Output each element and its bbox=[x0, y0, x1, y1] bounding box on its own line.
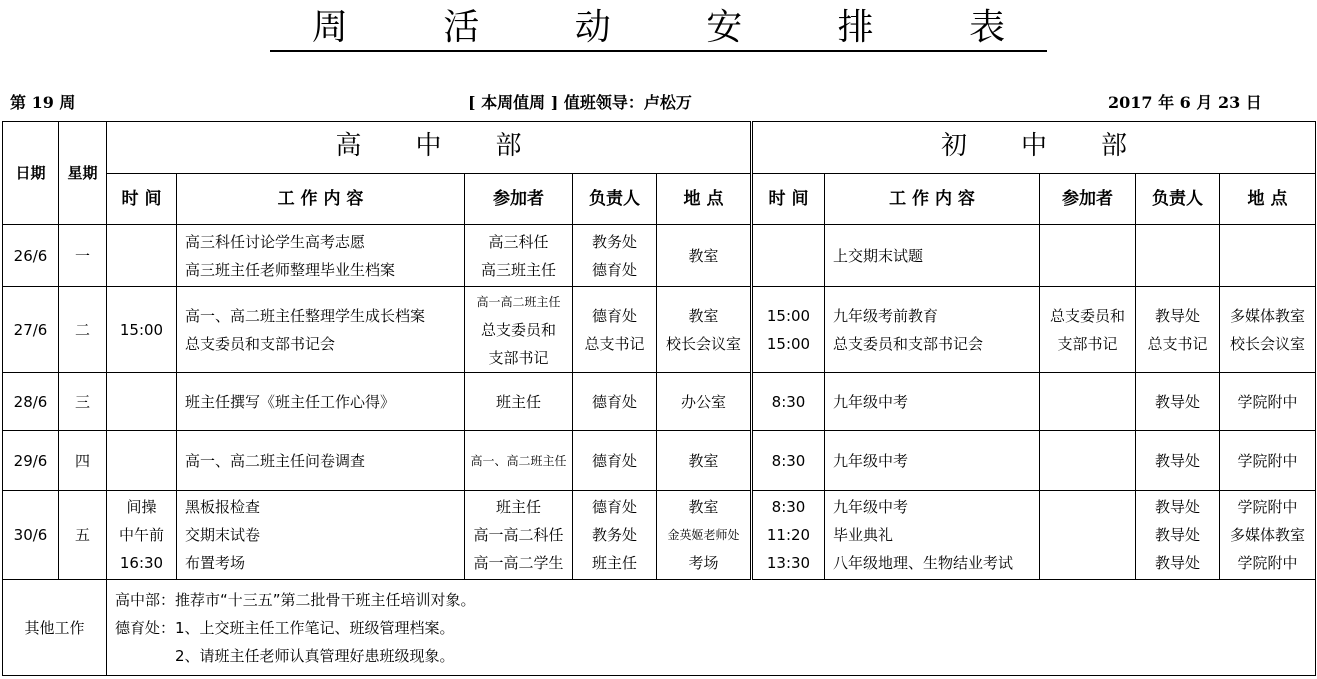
weekday-cell: 一 bbox=[59, 225, 107, 287]
cell-line: 高三班主任 bbox=[480, 260, 556, 279]
j-time-cell bbox=[752, 491, 825, 580]
cell-line: 学院附中 bbox=[1237, 451, 1298, 470]
j-responsible-cell bbox=[1136, 431, 1220, 491]
j-content-cell bbox=[825, 373, 1040, 431]
j-place-cell bbox=[1220, 287, 1316, 373]
cell-line: 德育处 bbox=[591, 392, 637, 411]
date-cell: 29/6 bbox=[3, 431, 59, 491]
cell-line: 九年级中考 bbox=[833, 498, 909, 516]
cell-line: 德育处 bbox=[591, 451, 637, 470]
cell-line: 总支书记 bbox=[1147, 334, 1208, 353]
s-content-cell bbox=[177, 287, 465, 373]
cell-line: 德育处 bbox=[591, 306, 637, 325]
s-responsible-cell bbox=[573, 373, 657, 431]
cell-line: 上交期末试题 bbox=[833, 246, 924, 265]
weekday-cell: 二 bbox=[59, 287, 107, 373]
duty-leader: [ 本周值周 ] 值班领导：卢松万 bbox=[468, 93, 692, 112]
cell-line: 8:30 bbox=[771, 498, 806, 516]
j-place-cell bbox=[1220, 431, 1316, 491]
other-work-content bbox=[107, 580, 1316, 676]
s-place-cell bbox=[657, 373, 752, 431]
j-time-cell bbox=[752, 287, 825, 373]
cell-line: 16:30 bbox=[119, 554, 164, 572]
s-participant-cell bbox=[465, 431, 573, 491]
cell-line: 考场 bbox=[688, 554, 719, 572]
cell-line: 教室 bbox=[688, 246, 719, 265]
date-cell: 26/6 bbox=[3, 225, 59, 287]
j-content-cell bbox=[825, 431, 1040, 491]
cell-line: 八年级地理、生物结业考试 bbox=[833, 554, 1014, 572]
j-responsible-cell bbox=[1136, 491, 1220, 580]
cell-line: 高一、高二班主任整理学生成长档案 bbox=[185, 306, 426, 325]
cell-line: 8:30 bbox=[771, 451, 806, 470]
col-weekday-header: 星期 bbox=[59, 122, 107, 225]
cell-line: 德育处 bbox=[591, 260, 637, 279]
cell-line: 总支书记 bbox=[584, 334, 645, 353]
s-responsible-cell bbox=[573, 225, 657, 287]
j-place-cell bbox=[1220, 491, 1316, 580]
senior-dept-header: 高中部 bbox=[107, 122, 752, 174]
cell-line: 高一高二学生 bbox=[473, 554, 564, 572]
other-work-row bbox=[3, 580, 1316, 676]
cell-line: 班主任撰写《班主任工作心得》 bbox=[185, 392, 396, 411]
j-participant-cell bbox=[1040, 287, 1136, 373]
cell-line: 教务处 bbox=[591, 232, 637, 251]
s-content-cell bbox=[177, 431, 465, 491]
cell-line: 8:30 bbox=[771, 392, 806, 411]
s-time-cell bbox=[107, 491, 177, 580]
other-line: 德育处：1、上交班主任工作笔记、班级管理档案。 bbox=[115, 618, 455, 637]
j-place-cell bbox=[1220, 373, 1316, 431]
j-time-cell bbox=[752, 431, 825, 491]
j-time-header: 时 间 bbox=[752, 174, 825, 225]
other-line: 2、请班主任老师认真管理好患班级现象。 bbox=[115, 646, 455, 665]
j-responsible-cell bbox=[1136, 287, 1220, 373]
s-place-cell bbox=[657, 491, 752, 580]
schedule-rows bbox=[3, 225, 1316, 580]
dept-header-row bbox=[3, 122, 1316, 174]
s-place-header: 地 点 bbox=[657, 174, 752, 225]
cell-line: 总支委员和支部书记会 bbox=[833, 334, 984, 353]
sub-header-row bbox=[3, 174, 1316, 225]
s-time-cell bbox=[107, 287, 177, 373]
cell-line: 高一、高二班主任 bbox=[470, 453, 567, 468]
j-content-cell bbox=[825, 491, 1040, 580]
cell-line: 支部书记 bbox=[1057, 334, 1118, 353]
cell-line: 校长会议室 bbox=[665, 334, 741, 353]
cell-line: 黑板报检查 bbox=[185, 498, 261, 516]
week-number: 第 19 周 bbox=[10, 93, 76, 112]
s-participant-cell bbox=[465, 225, 573, 287]
schedule-row bbox=[3, 491, 1316, 580]
cell-line: 班主任 bbox=[495, 498, 541, 516]
j-responsible-header: 负责人 bbox=[1136, 174, 1220, 225]
cell-line: 15:00 bbox=[766, 306, 811, 325]
s-participant-cell bbox=[465, 491, 573, 580]
j-time-cell bbox=[752, 225, 825, 287]
cell-line: 教导处 bbox=[1154, 451, 1200, 470]
date-cell: 28/6 bbox=[3, 373, 59, 431]
j-responsible-cell bbox=[1136, 225, 1220, 287]
cell-line: 支部书记 bbox=[488, 348, 549, 367]
title-text: 周 活 动 安 排 表 bbox=[270, 6, 1047, 52]
s-content-cell bbox=[177, 491, 465, 580]
cell-line: 德育处 bbox=[591, 498, 637, 516]
cell-line: 教室 bbox=[688, 451, 719, 470]
cell-line: 多媒体教室 bbox=[1229, 526, 1305, 544]
schedule-row bbox=[3, 225, 1316, 287]
s-place-cell bbox=[657, 225, 752, 287]
s-time-cell bbox=[107, 225, 177, 287]
j-place-header: 地 点 bbox=[1220, 174, 1316, 225]
cell-line: 高一高二科任 bbox=[473, 526, 564, 544]
cell-line: 15:00 bbox=[119, 320, 164, 339]
cell-line: 高一高二班主任 bbox=[476, 294, 561, 309]
cell-line: 教导处 bbox=[1154, 498, 1200, 516]
s-time-cell bbox=[107, 431, 177, 491]
cell-line: 班主任 bbox=[591, 554, 637, 572]
col-date-header: 日期 bbox=[3, 122, 59, 225]
schedule-row bbox=[3, 373, 1316, 431]
cell-line: 总支委员和 bbox=[1049, 306, 1125, 325]
cell-line: 高三班主任老师整理毕业生档案 bbox=[185, 260, 396, 279]
s-content-cell bbox=[177, 373, 465, 431]
weekday-cell: 五 bbox=[59, 491, 107, 580]
cell-line: 教室 bbox=[688, 306, 719, 325]
junior-dept-header: 初中部 bbox=[752, 122, 1316, 174]
cell-line: 教务处 bbox=[591, 526, 637, 544]
cell-line: 九年级中考 bbox=[833, 451, 909, 470]
cell-line: 中午前 bbox=[118, 526, 164, 544]
cell-line: 多媒体教室 bbox=[1229, 306, 1305, 325]
date-cell: 30/6 bbox=[3, 491, 59, 580]
j-content-cell bbox=[825, 287, 1040, 373]
cell-line: 校长会议室 bbox=[1229, 334, 1305, 353]
s-place-cell bbox=[657, 431, 752, 491]
cell-line: 毕业典礼 bbox=[833, 526, 894, 544]
date-cell: 27/6 bbox=[3, 287, 59, 373]
cell-line: 高一、高二班主任问卷调查 bbox=[185, 451, 366, 470]
s-place-cell bbox=[657, 287, 752, 373]
other-line: 高中部：推荐市“十三五”第二批骨干班主任培训对象。 bbox=[115, 590, 476, 609]
cell-line: 金英姬老师处 bbox=[667, 528, 740, 542]
s-participant-header: 参加者 bbox=[465, 174, 573, 225]
j-content-cell bbox=[825, 225, 1040, 287]
s-content-cell bbox=[177, 225, 465, 287]
cell-line: 教导处 bbox=[1154, 392, 1200, 411]
cell-line: 班主任 bbox=[495, 392, 541, 411]
cell-line: 九年级中考 bbox=[833, 392, 909, 411]
weekday-cell: 四 bbox=[59, 431, 107, 491]
cell-line: 高三科任讨论学生高考志愿 bbox=[185, 232, 366, 251]
j-participant-cell bbox=[1040, 431, 1136, 491]
s-responsible-cell bbox=[573, 287, 657, 373]
cell-line: 教室 bbox=[688, 498, 719, 516]
cell-line: 学院附中 bbox=[1237, 392, 1298, 411]
schedule-table bbox=[2, 121, 1316, 676]
cell-line: 九年级考前教育 bbox=[833, 306, 939, 325]
cell-line: 13:30 bbox=[766, 554, 811, 572]
cell-line: 学院附中 bbox=[1237, 554, 1298, 572]
cell-line: 间操 bbox=[126, 498, 157, 516]
page-title bbox=[0, 6, 1317, 52]
j-place-cell bbox=[1220, 225, 1316, 287]
j-content-header: 工 作 内 容 bbox=[825, 174, 1040, 225]
cell-line: 15:00 bbox=[766, 334, 811, 353]
cell-line: 高三科任 bbox=[488, 232, 549, 251]
j-time-cell bbox=[752, 373, 825, 431]
header-line bbox=[0, 88, 1317, 112]
schedule-row bbox=[3, 287, 1316, 373]
cell-line: 交期末试卷 bbox=[185, 526, 261, 544]
cell-line: 布置考场 bbox=[185, 554, 246, 572]
cell-line: 办公室 bbox=[680, 392, 726, 411]
s-participant-cell bbox=[465, 373, 573, 431]
cell-line: 总支委员和 bbox=[480, 320, 556, 339]
weekday-cell: 三 bbox=[59, 373, 107, 431]
j-participant-cell bbox=[1040, 225, 1136, 287]
s-responsible-cell bbox=[573, 491, 657, 580]
s-participant-cell bbox=[465, 287, 573, 373]
j-responsible-cell bbox=[1136, 373, 1220, 431]
j-participant-cell bbox=[1040, 373, 1136, 431]
s-responsible-header: 负责人 bbox=[573, 174, 657, 225]
cell-line: 总支委员和支部书记会 bbox=[185, 334, 336, 353]
s-content-header: 工 作 内 容 bbox=[177, 174, 465, 225]
cell-line: 教导处 bbox=[1154, 306, 1200, 325]
cell-line: 学院附中 bbox=[1237, 498, 1298, 516]
cell-line: 11:20 bbox=[766, 526, 811, 544]
other-work-label: 其他工作 bbox=[3, 580, 107, 676]
s-responsible-cell bbox=[573, 431, 657, 491]
schedule-row bbox=[3, 431, 1316, 491]
cell-line: 教导处 bbox=[1154, 526, 1200, 544]
j-participant-cell bbox=[1040, 491, 1136, 580]
cell-line: 教导处 bbox=[1154, 554, 1200, 572]
s-time-cell bbox=[107, 373, 177, 431]
s-time-header: 时 间 bbox=[107, 174, 177, 225]
schedule-date: 2017 年 6 月 23 日 bbox=[1108, 93, 1262, 112]
j-participant-header: 参加者 bbox=[1040, 174, 1136, 225]
